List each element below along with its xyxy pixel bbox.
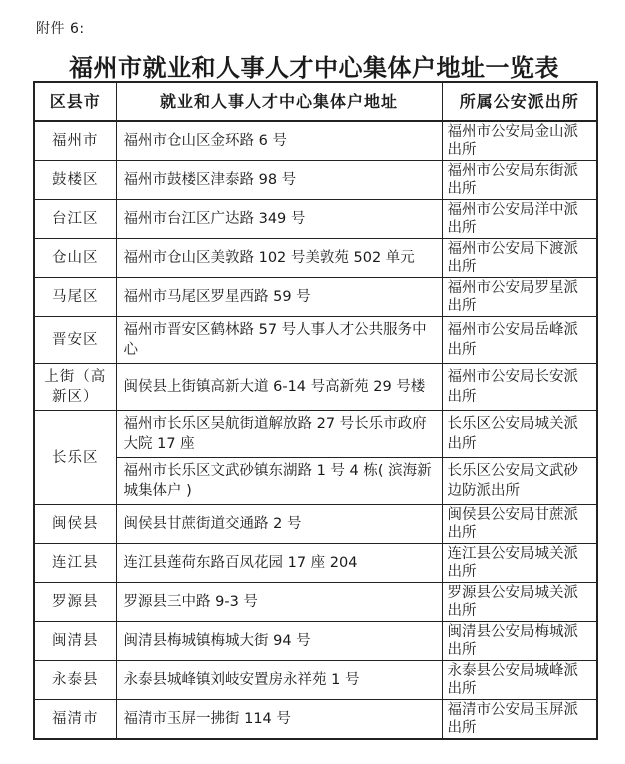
table-header-row (34, 82, 597, 121)
table-row (34, 700, 597, 740)
police-station-cell: 永泰县公安局城峰派出所 (442, 661, 597, 700)
district-cell: 马尾区 (34, 278, 116, 317)
table-row (34, 583, 597, 622)
table-row (34, 121, 597, 161)
table-row (34, 161, 597, 200)
header-police-station: 所属公安派出所 (442, 82, 597, 121)
police-station-cell: 福州市公安局岳峰派出所 (442, 317, 597, 364)
address-cell: 闽侯县甘蔗街道交通路 2 号 (116, 505, 442, 544)
table-row (34, 458, 597, 505)
table-row (34, 278, 597, 317)
address-cell: 永泰县城峰镇刘岐安置房永祥苑 1 号 (116, 661, 442, 700)
police-station-cell: 长乐区公安局文武砂边防派出所 (442, 458, 597, 505)
police-station-cell: 长乐区公安局城关派出所 (442, 411, 597, 458)
district-cell: 闽侯县 (34, 505, 116, 544)
police-station-cell: 福州市公安局东街派出所 (442, 161, 597, 200)
address-cell: 福州市马尾区罗星西路 59 号 (116, 278, 442, 317)
police-station-cell: 福州市公安局洋中派出所 (442, 200, 597, 239)
table-row (34, 411, 597, 458)
table-row (34, 364, 597, 411)
table-row (34, 544, 597, 583)
police-station-cell: 福州市公安局金山派出所 (442, 121, 597, 161)
document-title: 福州市就业和人事人才中心集体户地址一览表 (69, 53, 559, 82)
police-station-cell: 连江县公安局城关派出所 (442, 544, 597, 583)
district-cell: 晋安区 (34, 317, 116, 364)
table-row (34, 505, 597, 544)
district-cell: 福清市 (34, 700, 116, 740)
address-cell: 福清市玉屏一拂街 114 号 (116, 700, 442, 740)
address-cell: 福州市台江区广达路 349 号 (116, 200, 442, 239)
district-cell: 连江县 (34, 544, 116, 583)
district-cell: 鼓楼区 (34, 161, 116, 200)
district-cell: 永泰县 (34, 661, 116, 700)
header-district: 区县市 (34, 82, 116, 121)
district-cell: 台江区 (34, 200, 116, 239)
police-station-cell: 罗源县公安局城关派出所 (442, 583, 597, 622)
address-cell: 福州市仓山区美敦路 102 号美敦苑 502 单元 (116, 239, 442, 278)
district-cell: 仓山区 (34, 239, 116, 278)
district-cell: 长乐区 (34, 411, 116, 505)
district-cell: 福州市 (34, 121, 116, 161)
district-cell: 上街（高新区） (34, 364, 116, 411)
header-address: 就业和人事人才中心集体户地址 (116, 82, 442, 121)
address-cell: 连江县莲荷东路百凤花园 17 座 204 (116, 544, 442, 583)
table-row (34, 661, 597, 700)
address-cell: 福州市鼓楼区津泰路 98 号 (116, 161, 442, 200)
police-station-cell: 福州市公安局罗星派出所 (442, 278, 597, 317)
address-cell: 福州市长乐区吴航街道解放路 27 号长乐市政府大院 17 座 (116, 411, 442, 458)
address-cell: 罗源县三中路 9-3 号 (116, 583, 442, 622)
address-cell: 福州市仓山区金环路 6 号 (116, 121, 442, 161)
table-row (34, 239, 597, 278)
address-cell: 福州市晋安区鹤林路 57 号人事人才公共服务中心 (116, 317, 442, 364)
district-cell: 闽清县 (34, 622, 116, 661)
address-cell: 福州市长乐区文武砂镇东湖路 1 号 4 栋( 滨海新城集体户 ) (116, 458, 442, 505)
attachment-label: 附件 6: (36, 21, 85, 37)
address-table (33, 81, 598, 740)
police-station-cell: 福州市公安局长安派出所 (442, 364, 597, 411)
address-cell: 闽侯县上街镇高新大道 6-14 号高新苑 29 号楼 (116, 364, 442, 411)
police-station-cell: 福州市公安局下渡派出所 (442, 239, 597, 278)
table-row (34, 317, 597, 364)
police-station-cell: 闽侯县公安局甘蔗派出所 (442, 505, 597, 544)
district-cell: 罗源县 (34, 583, 116, 622)
police-station-cell: 闽清县公安局梅城派出所 (442, 622, 597, 661)
table-row (34, 622, 597, 661)
police-station-cell: 福清市公安局玉屏派出所 (442, 700, 597, 740)
table-row (34, 200, 597, 239)
address-cell: 闽清县梅城镇梅城大街 94 号 (116, 622, 442, 661)
